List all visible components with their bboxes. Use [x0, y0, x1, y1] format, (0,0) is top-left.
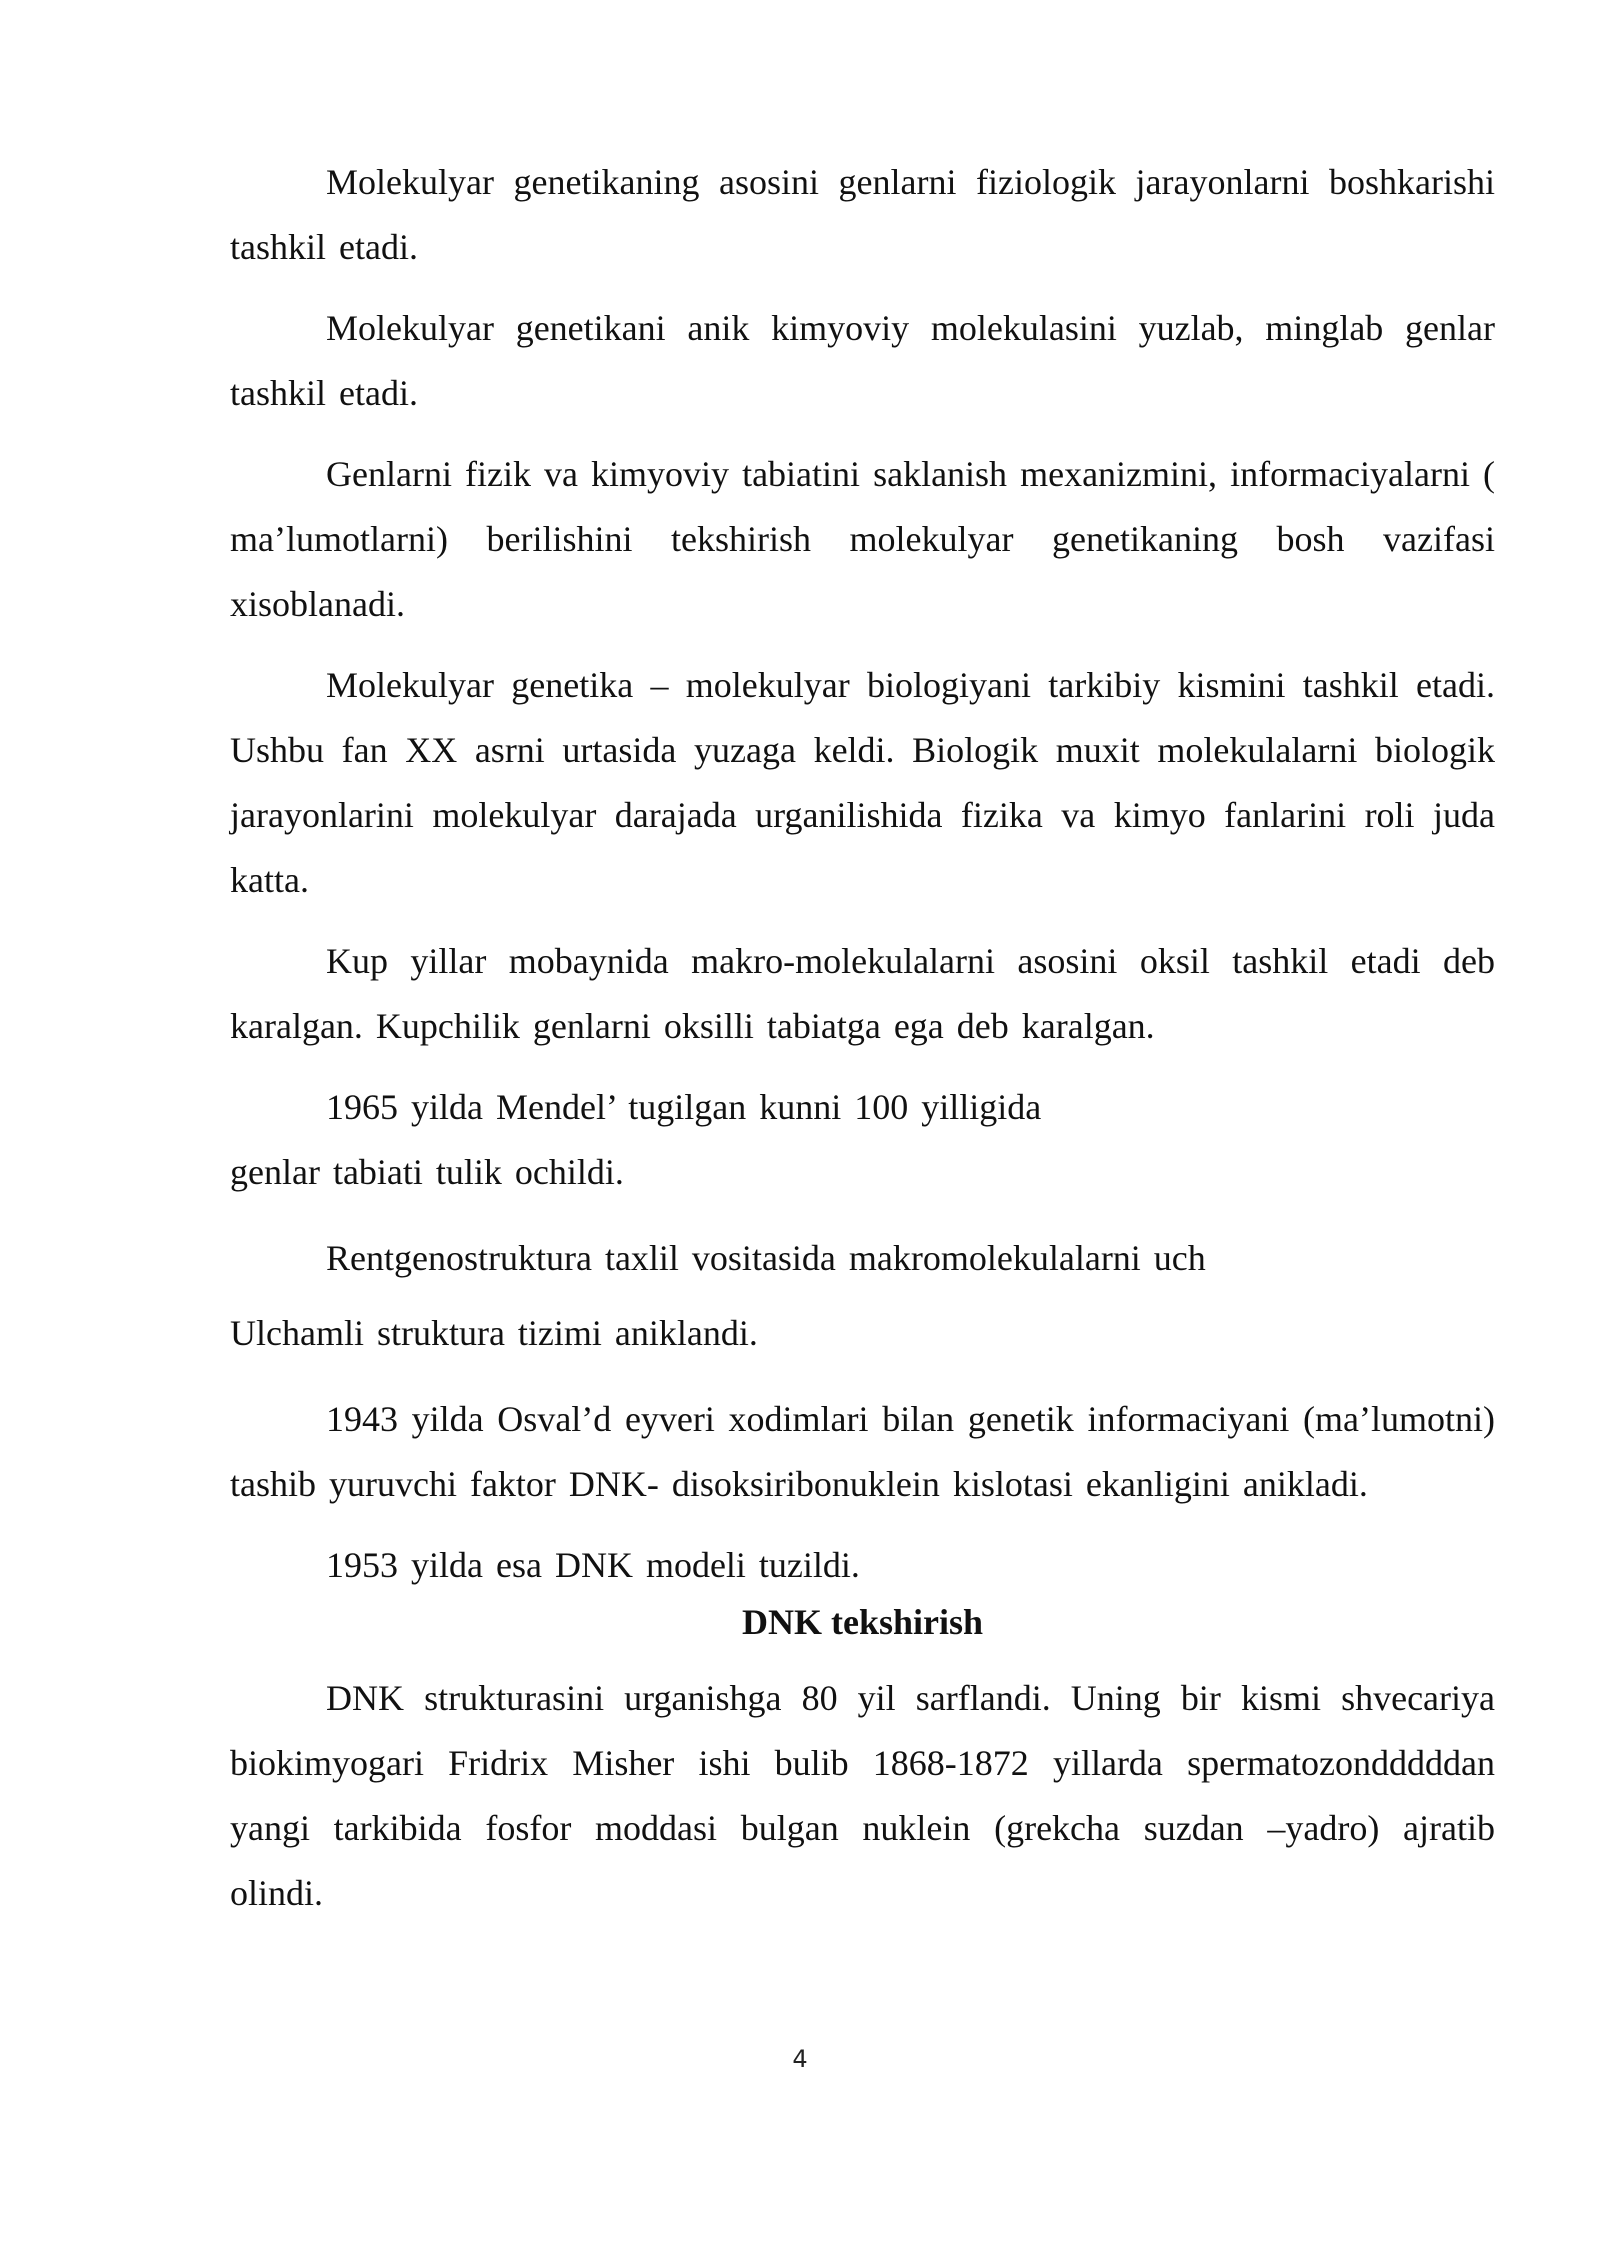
paragraph-1943: 1943 yilda Osval’d eyveri xodimlari bilan genetik informaciyani (ma’lumotni) tashib yuruvchi faktor DNK- disoksiribonuklein kislotasi ekanligini anikladi. [230, 1399, 1495, 1504]
paragraph-1965-line1: 1965 yilda Mendel’ tugilgan kunni 100 yilligida [326, 1087, 1042, 1127]
paragraph-rentgen-line2: Ulchamli struktura tizimi aniklandi. [230, 1313, 758, 1353]
paragraph-genes-nature: Genlarni fizik va kimyoviy tabiatini saklanish mexanizmini, informaciyalarni ( ma’lumotlarni) berilishini tekshirish molekulyar genetikaning bosh vazifasi xisoblanadi. [230, 454, 1495, 624]
paragraph-1953: 1953 yilda esa DNK modeli tuzildi. [326, 1545, 860, 1585]
document-page [230, 150, 1495, 1942]
paragraph-1965 [230, 1075, 1495, 1205]
paragraph-1965-line2: genlar tabiati tulik ochildi. [230, 1152, 624, 1192]
section-heading: DNK tekshirish [741, 1602, 984, 1642]
paragraph-rentgen-line1: Rentgenostruktura taxlil vositasida makromolekulalarni uch [326, 1238, 1206, 1278]
paragraph-molecular-genetics-genes: Molekulyar genetikani anik kimyoviy molekulasini yuzlab, minglab genlar tashkil etadi. [230, 308, 1495, 413]
paragraph-dnk-structure: DNK strukturasini urganishga 80 yil sarflandi. Uning bir kismi shvecariya biokimyogari Fridrix Misher ishi bulib 1868-1872 yillarda spermatozondddddan yangi tarkibida fosfor moddasi bulgan nuklein (grekcha suzdan –yadro) ajratib olindi. [230, 1678, 1495, 1913]
paragraph-molecular-genetics-basis: Molekulyar genetikaning asosini genlarni fiziologik jarayonlarni boshkarishi tashkil etadi. [230, 162, 1495, 267]
paragraph-molecular-biology: Molekulyar genetika – molekulyar biologiyani tarkibiy kismini tashkil etadi. Ushbu fan XX asrni urtasida yuzaga keldi. Biologik muxit molekulalarni biologik jarayonlarini molekulyar darajada urganilishida fizika va kimyo fanlarini roli juda katta. [230, 665, 1495, 900]
paragraph-macromolecules: Kup yillar mobaynida makro-molekulalarni asosini oksil tashkil etadi deb karalgan. Kupchilik genlarni oksilli tabiatga ega deb karalgan. [230, 941, 1495, 1046]
page-number: 4 [792, 2045, 808, 2073]
paragraph-rentgen [230, 1221, 1495, 1371]
